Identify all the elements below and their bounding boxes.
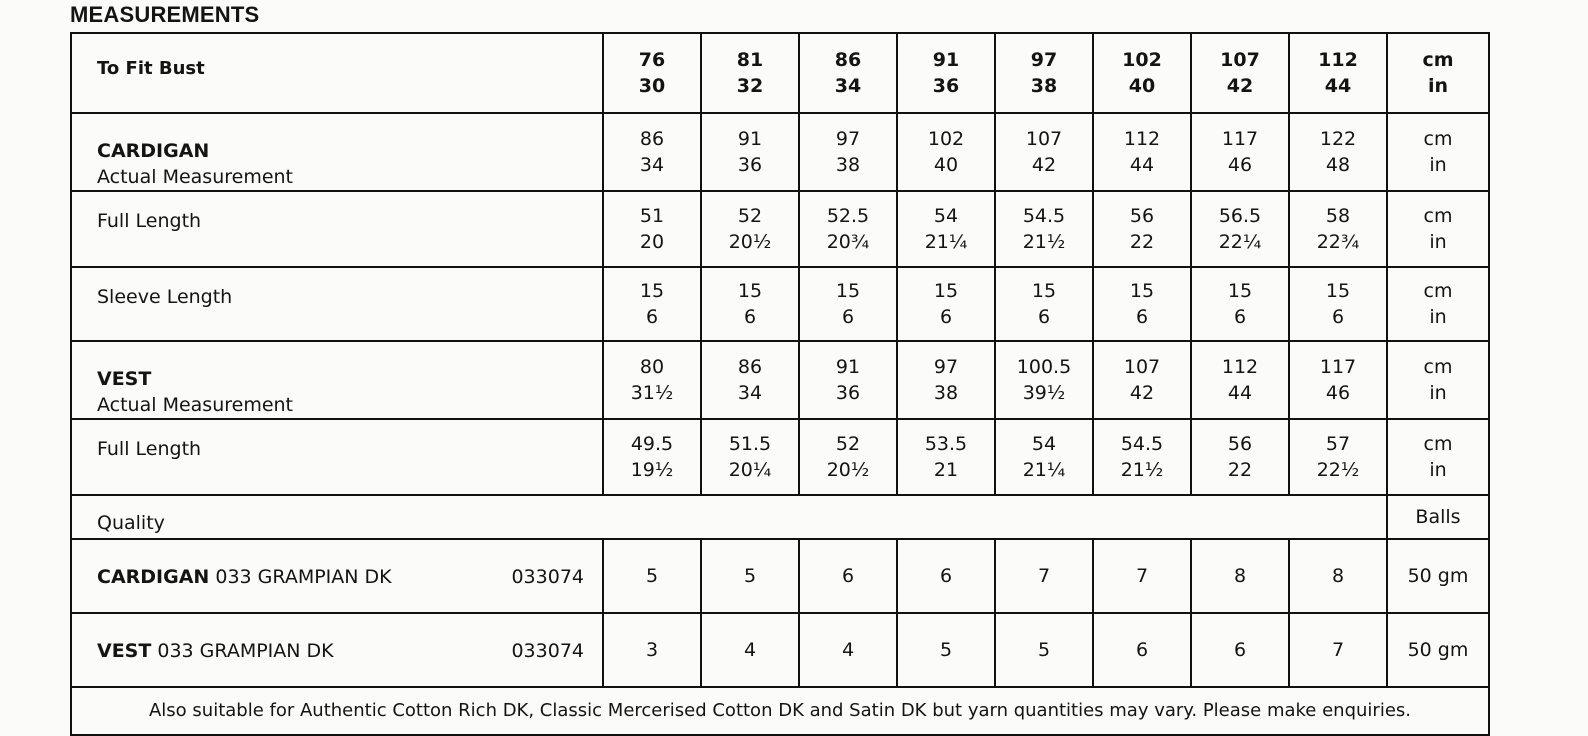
- cm-value: 56: [1227, 433, 1253, 455]
- in-value: 21¼: [924, 231, 968, 253]
- note-row: [71, 687, 1489, 735]
- in-value: 6: [841, 306, 855, 328]
- cm-value: cm: [1422, 49, 1454, 71]
- in-value: 21½: [1120, 459, 1164, 481]
- cm-value: 15: [1129, 280, 1155, 302]
- cm-value: 117: [1319, 356, 1357, 378]
- header-row: [71, 33, 1489, 113]
- cm-value: 52: [737, 205, 763, 227]
- value-cell: [1289, 419, 1387, 495]
- cm-value: 15: [1325, 280, 1351, 302]
- ball-count: 6: [799, 539, 897, 613]
- in-value: 22½: [1316, 459, 1360, 481]
- measurement-row: [71, 419, 1489, 495]
- row-label: [71, 341, 603, 419]
- ball-count: 5: [701, 539, 799, 613]
- ball-weight: 50 gm: [1387, 613, 1489, 687]
- garment-heading: VEST: [97, 368, 152, 390]
- in-value: 34: [639, 154, 665, 176]
- balls-unit: Balls: [1387, 495, 1489, 539]
- cm-value: 112: [1318, 49, 1358, 71]
- in-value: 38: [835, 154, 861, 176]
- value-cell: [897, 113, 995, 191]
- cm-value: 51.5: [728, 433, 772, 455]
- in-value: 6: [1037, 306, 1051, 328]
- cm-value: cm: [1423, 280, 1453, 302]
- in-value: 46: [1227, 154, 1253, 176]
- in-value: 6: [939, 306, 953, 328]
- in-value: in: [1427, 75, 1449, 97]
- in-value: 22¼: [1218, 231, 1262, 253]
- cm-value: cm: [1423, 433, 1453, 455]
- yarn-row: [71, 539, 1489, 613]
- row-label: [71, 267, 603, 341]
- value-cell: [799, 191, 897, 267]
- cm-value: 58: [1325, 205, 1351, 227]
- cm-value: 112: [1123, 128, 1161, 150]
- in-value: 21¼: [1022, 459, 1066, 481]
- value-cell: [1093, 267, 1191, 341]
- ball-count: 7: [1093, 539, 1191, 613]
- cm-value: 54: [933, 205, 959, 227]
- cm-value: 86: [737, 356, 763, 378]
- yarn-name: 033 GRAMPIAN DK: [215, 566, 392, 588]
- value-cell: [1289, 191, 1387, 267]
- size-cell: [897, 33, 995, 113]
- unit-cell: [1387, 419, 1489, 495]
- cm-value: cm: [1423, 356, 1453, 378]
- in-value: 48: [1325, 154, 1351, 176]
- row-label: [71, 419, 603, 495]
- cm-value: 15: [1227, 280, 1253, 302]
- value-cell: [701, 113, 799, 191]
- measurement-row: [71, 113, 1489, 191]
- cm-value: 54: [1031, 433, 1057, 455]
- in-value: 20½: [728, 231, 772, 253]
- in-value: 39½: [1022, 382, 1066, 404]
- cm-value: 86: [834, 49, 862, 71]
- cm-value: 15: [1031, 280, 1057, 302]
- cm-value: 107: [1220, 49, 1260, 71]
- yarn-code: 033074: [511, 566, 584, 588]
- in-value: in: [1429, 306, 1447, 328]
- value-cell: [1191, 191, 1289, 267]
- quality-label: Quality: [71, 495, 1387, 539]
- value-cell: [1093, 113, 1191, 191]
- in-value: 44: [1227, 382, 1253, 404]
- yarn-label: [71, 613, 603, 687]
- value-cell: [799, 113, 897, 191]
- in-value: 36: [932, 75, 960, 97]
- cm-value: 15: [737, 280, 763, 302]
- ball-count: 3: [603, 613, 701, 687]
- value-cell: [603, 191, 701, 267]
- in-value: 21½: [1022, 231, 1066, 253]
- value-cell: [1289, 267, 1387, 341]
- quality-row: [71, 495, 1489, 539]
- in-value: 46: [1325, 382, 1351, 404]
- value-cell: [1289, 113, 1387, 191]
- value-cell: [897, 191, 995, 267]
- measurements-table: [70, 32, 1490, 736]
- in-value: 38: [933, 382, 959, 404]
- value-cell: [1191, 419, 1289, 495]
- in-value: 20½: [826, 459, 870, 481]
- measurement-label: Actual Measurement: [97, 394, 294, 416]
- cm-value: 81: [736, 49, 764, 71]
- in-value: 36: [835, 382, 861, 404]
- cm-value: 86: [639, 128, 665, 150]
- size-cell: [1093, 33, 1191, 113]
- value-cell: [995, 113, 1093, 191]
- cm-value: 107: [1025, 128, 1063, 150]
- value-cell: [603, 341, 701, 419]
- in-value: 40: [933, 154, 959, 176]
- in-value: 44: [1129, 154, 1155, 176]
- cm-value: 97: [1030, 49, 1058, 71]
- ball-count: 7: [995, 539, 1093, 613]
- yarn-code: 033074: [511, 640, 584, 662]
- in-value: 40: [1128, 75, 1156, 97]
- cm-value: 97: [835, 128, 861, 150]
- ball-count: 5: [603, 539, 701, 613]
- in-value: 22: [1227, 459, 1253, 481]
- in-value: in: [1429, 459, 1447, 481]
- measurement-row: [71, 267, 1489, 341]
- value-cell: [701, 267, 799, 341]
- value-cell: [897, 419, 995, 495]
- cm-value: 57: [1325, 433, 1351, 455]
- measurement-row: [71, 191, 1489, 267]
- size-cell: [1289, 33, 1387, 113]
- measurement-label: Full Length: [97, 438, 202, 460]
- garment-name: CARDIGAN: [97, 566, 210, 588]
- in-value: 42: [1129, 382, 1155, 404]
- cm-value: 53.5: [924, 433, 968, 455]
- measurement-row: [71, 341, 1489, 419]
- in-value: 31½: [630, 382, 674, 404]
- cm-value: 91: [835, 356, 861, 378]
- ball-count: 6: [1191, 613, 1289, 687]
- cm-value: 15: [933, 280, 959, 302]
- garment-name: VEST: [97, 640, 152, 662]
- ball-count: 8: [1191, 539, 1289, 613]
- in-value: 34: [737, 382, 763, 404]
- cm-value: 56: [1129, 205, 1155, 227]
- value-cell: [799, 341, 897, 419]
- cm-value: cm: [1423, 205, 1453, 227]
- ball-count: 4: [799, 613, 897, 687]
- value-cell: [701, 191, 799, 267]
- value-cell: [897, 267, 995, 341]
- value-cell: [603, 113, 701, 191]
- cm-value: 100.5: [1016, 356, 1072, 378]
- cm-value: 15: [835, 280, 861, 302]
- in-value: 20¼: [728, 459, 772, 481]
- measurement-label: Actual Measurement: [97, 166, 294, 188]
- cm-value: 49.5: [630, 433, 674, 455]
- ball-count: 4: [701, 613, 799, 687]
- cm-value: 80: [639, 356, 665, 378]
- value-cell: [603, 419, 701, 495]
- measurement-label: Full Length: [97, 210, 202, 232]
- value-cell: [995, 419, 1093, 495]
- ball-count: 5: [897, 613, 995, 687]
- cm-value: 107: [1123, 356, 1161, 378]
- cm-value: 97: [933, 356, 959, 378]
- yarn-note: Also suitable for Authentic Cotton Rich DK, Classic Mercerised Cotton DK and Satin DK but yarn quantities may vary. Please make enquiries.: [71, 687, 1489, 735]
- value-cell: [995, 191, 1093, 267]
- value-cell: [1191, 113, 1289, 191]
- value-cell: [1191, 341, 1289, 419]
- row-label: [71, 113, 603, 191]
- cm-value: 52.5: [826, 205, 870, 227]
- value-cell: [1093, 341, 1191, 419]
- in-value: 36: [737, 154, 763, 176]
- in-value: in: [1429, 231, 1447, 253]
- cm-value: 56.5: [1218, 205, 1262, 227]
- unit-cell: [1387, 33, 1489, 113]
- in-value: 34: [834, 75, 862, 97]
- cm-value: 51: [639, 205, 665, 227]
- in-value: 32: [736, 75, 764, 97]
- in-value: in: [1429, 154, 1447, 176]
- measurements-body: [71, 33, 1489, 735]
- in-value: in: [1429, 382, 1447, 404]
- cm-value: 15: [639, 280, 665, 302]
- in-value: 20¾: [826, 231, 870, 253]
- to-fit-bust-label: To Fit Bust: [71, 33, 603, 113]
- in-value: 20: [639, 231, 665, 253]
- garment-heading: CARDIGAN: [97, 140, 210, 162]
- yarn-name: 033 GRAMPIAN DK: [157, 640, 334, 662]
- cm-value: cm: [1423, 128, 1453, 150]
- yarn-row: [71, 613, 1489, 687]
- size-cell: [603, 33, 701, 113]
- in-value: 22¾: [1316, 231, 1360, 253]
- unit-cell: [1387, 267, 1489, 341]
- cm-value: 91: [737, 128, 763, 150]
- value-cell: [799, 419, 897, 495]
- in-value: 22: [1129, 231, 1155, 253]
- cm-value: 102: [927, 128, 965, 150]
- ball-count: 8: [1289, 539, 1387, 613]
- cm-value: 91: [932, 49, 960, 71]
- unit-cell: [1387, 191, 1489, 267]
- ball-weight: 50 gm: [1387, 539, 1489, 613]
- value-cell: [701, 341, 799, 419]
- page-title: MEASUREMENTS: [70, 2, 260, 27]
- ball-count: 5: [995, 613, 1093, 687]
- in-value: 6: [1331, 306, 1345, 328]
- ball-count: 6: [897, 539, 995, 613]
- in-value: 6: [743, 306, 757, 328]
- ball-count: 7: [1289, 613, 1387, 687]
- cm-value: 117: [1221, 128, 1259, 150]
- cm-value: 54.5: [1120, 433, 1164, 455]
- value-cell: [995, 341, 1093, 419]
- value-cell: [799, 267, 897, 341]
- in-value: 42: [1226, 75, 1254, 97]
- cm-value: 52: [835, 433, 861, 455]
- cm-value: 54.5: [1022, 205, 1066, 227]
- unit-cell: [1387, 113, 1489, 191]
- measurement-label: Sleeve Length: [97, 286, 233, 308]
- yarn-label: [71, 539, 603, 613]
- unit-cell: [1387, 341, 1489, 419]
- value-cell: [1191, 267, 1289, 341]
- value-cell: [897, 341, 995, 419]
- in-value: 6: [1135, 306, 1149, 328]
- cm-value: 102: [1122, 49, 1162, 71]
- in-value: 42: [1031, 154, 1057, 176]
- in-value: 19½: [630, 459, 674, 481]
- value-cell: [701, 419, 799, 495]
- value-cell: [995, 267, 1093, 341]
- in-value: 38: [1030, 75, 1058, 97]
- in-value: 30: [638, 75, 666, 97]
- value-cell: [1093, 419, 1191, 495]
- in-value: 6: [1233, 306, 1247, 328]
- cm-value: 76: [638, 49, 666, 71]
- size-cell: [995, 33, 1093, 113]
- value-cell: [603, 267, 701, 341]
- in-value: 21: [933, 459, 959, 481]
- value-cell: [1093, 191, 1191, 267]
- size-cell: [701, 33, 799, 113]
- size-cell: [799, 33, 897, 113]
- row-label: [71, 191, 603, 267]
- cm-value: 112: [1221, 356, 1259, 378]
- in-value: 44: [1324, 75, 1352, 97]
- size-cell: [1191, 33, 1289, 113]
- in-value: 6: [645, 306, 659, 328]
- ball-count: 6: [1093, 613, 1191, 687]
- value-cell: [1289, 341, 1387, 419]
- cm-value: 122: [1319, 128, 1357, 150]
